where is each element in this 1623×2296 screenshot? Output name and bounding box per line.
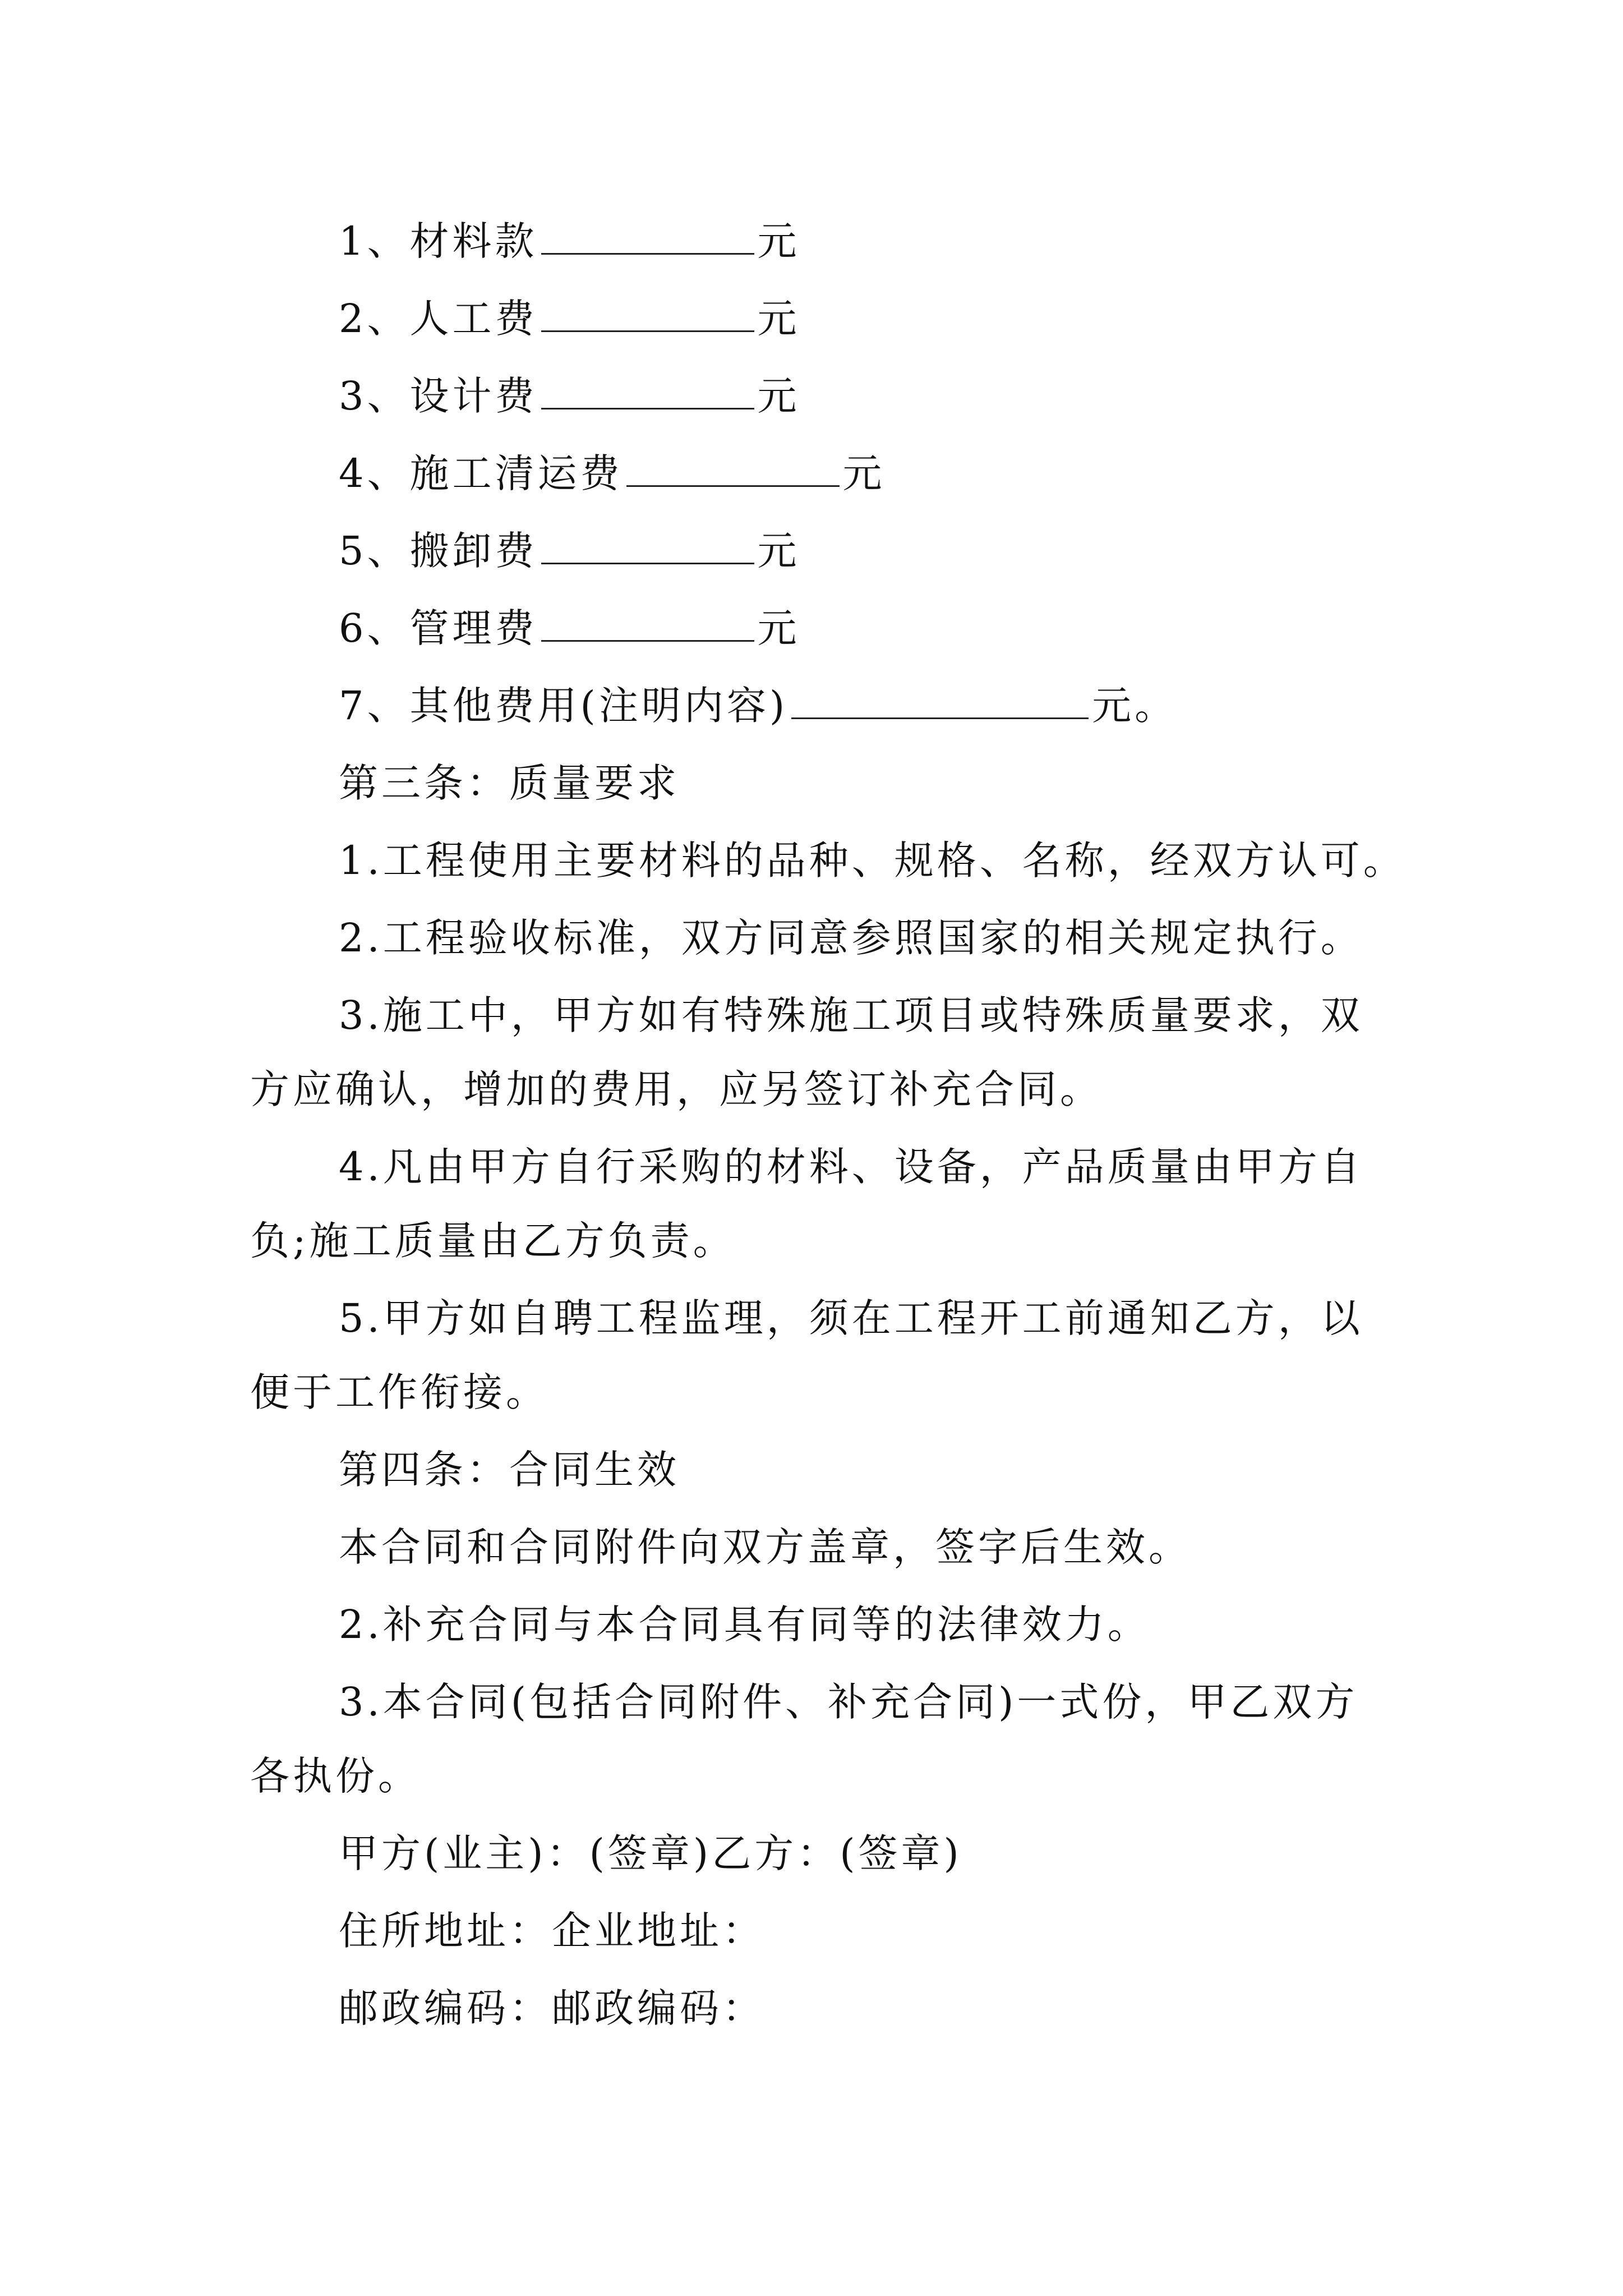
cost-unit: 元 <box>757 528 800 574</box>
article3-paragraph-3: 3.施工中，甲方如有特殊施工项目或特殊质量要求，双 <box>339 992 1363 1038</box>
cost-label: 5、搬卸费 <box>339 528 538 574</box>
fill-blank <box>791 684 1089 719</box>
article3-paragraph-2: 2.工程验收标准，双方同意参照国家的相关规定执行。 <box>339 915 1363 961</box>
cost-unit: 元 <box>757 296 800 342</box>
article3-paragraph-4-cont: 负;施工质量由乙方负责。 <box>250 1218 736 1264</box>
fill-blank <box>541 219 754 255</box>
article4-paragraph-1: 本合同和合同附件向双方盖章，签字后生效。 <box>339 1524 1191 1570</box>
signature-address: 住所地址：企业地址： <box>339 1908 765 1954</box>
cost-label: 7、其他费用(注明内容) <box>339 683 789 729</box>
article4-heading: 第四条：合同生效 <box>339 1447 680 1493</box>
cost-label: 4、施工清运费 <box>339 450 623 496</box>
cost-item-labor <box>339 292 800 346</box>
cost-label: 1、材料款 <box>339 218 538 264</box>
cost-unit: 元 <box>757 605 800 651</box>
fill-blank <box>626 452 840 487</box>
cost-unit: 元 <box>757 218 800 264</box>
cost-item-management <box>339 601 800 655</box>
article3-heading: 第三条：质量要求 <box>339 760 680 806</box>
signature-postcode: 邮政编码：邮政编码： <box>339 1985 765 2031</box>
article4-paragraph-2: 2.补充合同与本合同具有同等的法律效力。 <box>339 1602 1150 1648</box>
cost-unit: 元 <box>842 450 886 496</box>
article3-paragraph-3-cont: 方应确认，增加的费用，应另签订补充合同。 <box>250 1066 1103 1112</box>
signature-parties: 甲方(业主)：(签章)乙方：(签章) <box>339 1830 962 1876</box>
cost-unit: 元。 <box>1092 683 1178 729</box>
fill-blank <box>541 297 754 332</box>
cost-item-cleanup <box>339 447 886 500</box>
cost-item-materials <box>339 214 800 268</box>
article3-paragraph-5-cont: 便于工作衔接。 <box>250 1369 548 1415</box>
fill-blank <box>541 374 754 409</box>
fill-blank <box>541 529 754 564</box>
article4-paragraph-3-cont: 各执份。 <box>250 1753 421 1799</box>
cost-label: 6、管理费 <box>339 605 538 651</box>
cost-item-other <box>339 679 1177 733</box>
article3-paragraph-1: 1.工程使用主要材料的品种、规格、名称，经双方认可。 <box>339 838 1406 884</box>
cost-unit: 元 <box>757 373 800 419</box>
cost-label: 2、人工费 <box>339 296 538 342</box>
fill-blank <box>541 606 754 642</box>
article3-paragraph-4: 4.凡由甲方自行采购的材料、设备，产品质量由甲方自 <box>339 1144 1363 1190</box>
article3-paragraph-5: 5.甲方如自聘工程监理，须在工程开工前通知乙方，以 <box>339 1295 1363 1341</box>
cost-label: 3、设计费 <box>339 373 538 419</box>
cost-item-design <box>339 369 800 423</box>
article4-paragraph-3: 3.本合同(包括合同附件、补充合同)一式份，甲乙双方 <box>339 1679 1358 1725</box>
cost-item-handling <box>339 524 800 578</box>
